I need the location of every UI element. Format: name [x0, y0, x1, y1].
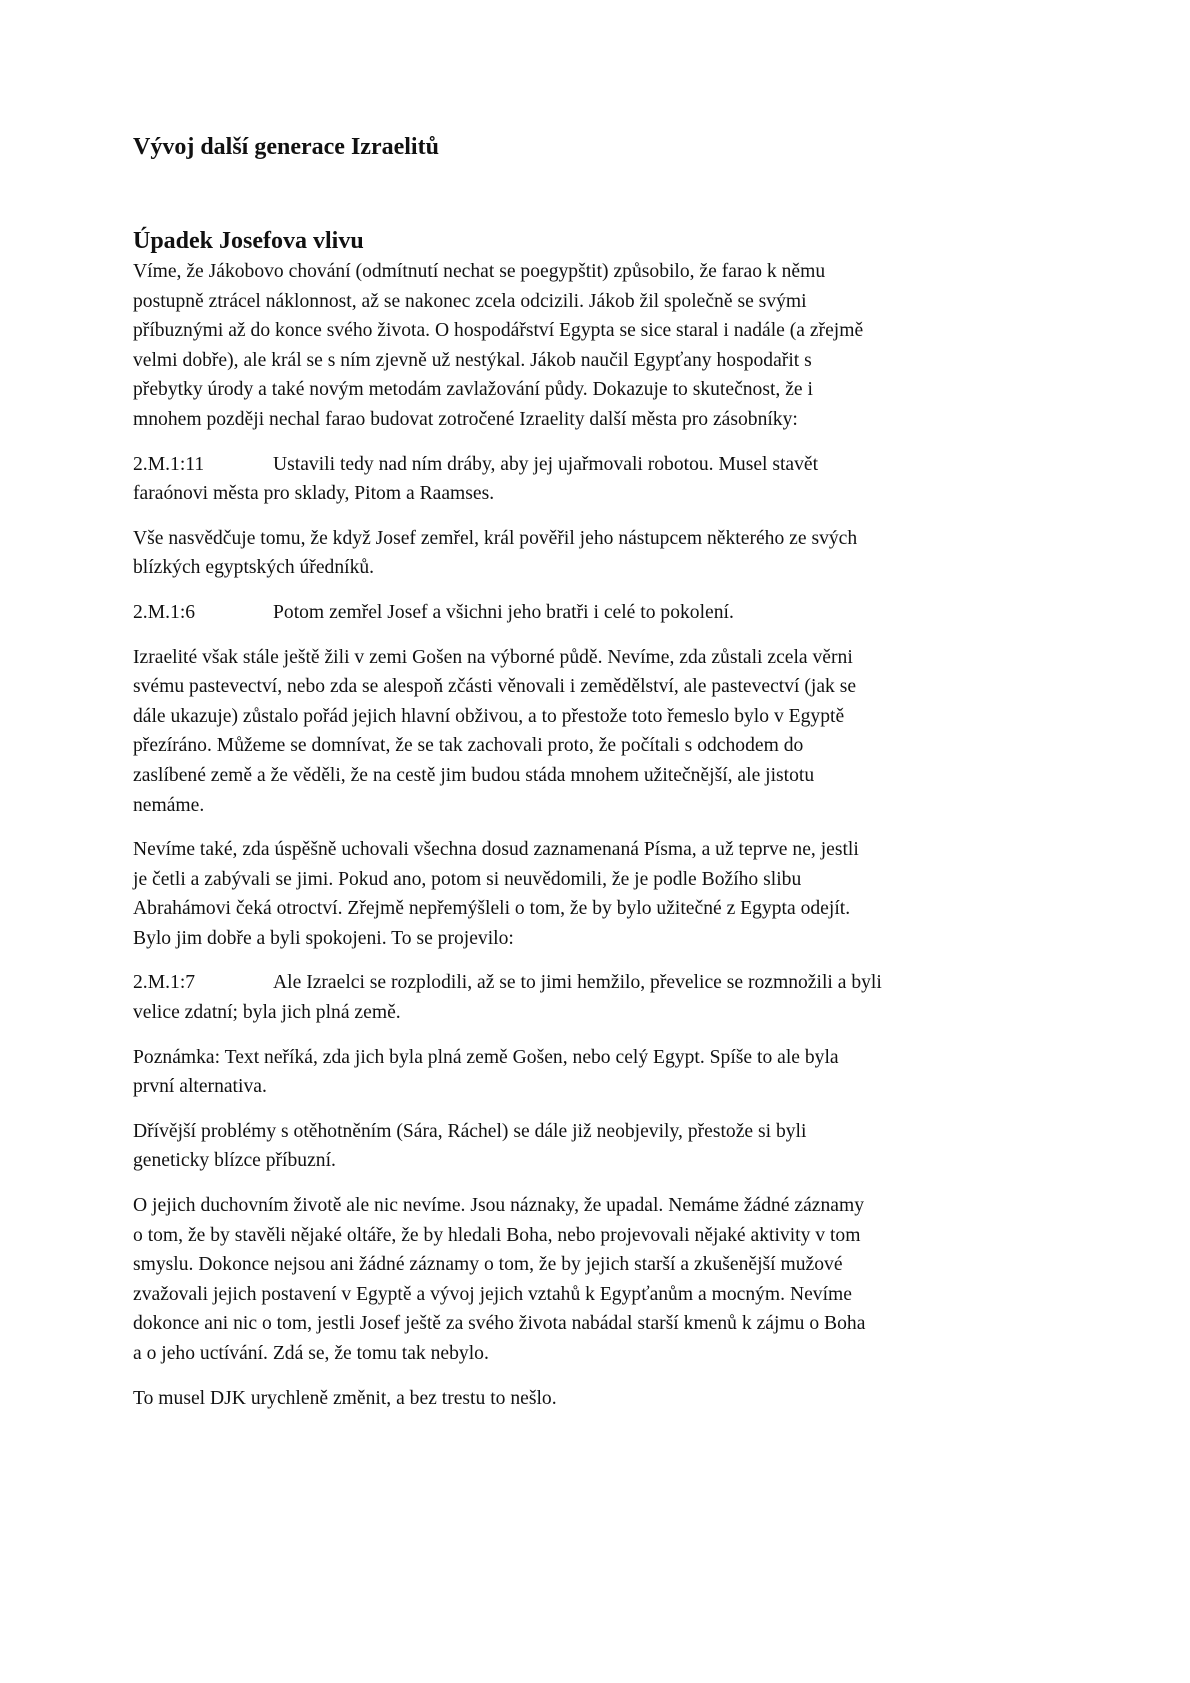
verse-text: Ustavili tedy nad ním dráby, aby jej ujařmovali robotou. Musel stavět	[273, 453, 819, 475]
text-line	[133, 450, 993, 480]
document-body	[133, 257, 993, 1428]
text-line: O jejich duchovním životě ale nic nevíme. Jsou náznaky, že upadal. Nemáme žádné záznamy	[133, 1195, 865, 1217]
note-paragraph	[133, 1043, 993, 1102]
text-line: svému pastevectví, nebo zda se alespoň zčásti věnovali i zemědělství, ale pastevectví (jak se	[133, 676, 857, 698]
text-line: smyslu. Dokonce nejsou ani žádné záznamy o tom, že by jejich starší a zkušenější mužové	[133, 1254, 843, 1276]
text-line: Poznámka: Text neříká, zda jich byla plná země Gošen, nebo celý Egypt. Spíše to ale byla	[133, 1046, 839, 1068]
text-line: To musel DJK urychleně změnit, a bez trestu to nešlo.	[133, 1387, 557, 1409]
text-line: Nevíme také, zda úspěšně uchovali všechna dosud zaznamenaná Písma, a už teprve ne, jestli	[133, 839, 859, 861]
bible-verse-quote	[133, 450, 993, 509]
verse-reference: 2.M.1:7	[133, 972, 196, 994]
text-line: blízkých egyptských úředníků.	[133, 557, 375, 579]
paragraph	[133, 1117, 993, 1176]
paragraph	[133, 643, 993, 821]
text-line: Vše nasvědčuje tomu, že když Josef zemřel, král pověřil jeho nástupcem některého ze svých	[133, 527, 858, 549]
paragraph	[133, 524, 993, 583]
text-line: zvažovali jejich postavení v Egyptě a vývoj jejich vztahů k Egypťanům a mocným. Nevíme	[133, 1283, 852, 1305]
verse-reference: 2.M.1:11	[133, 453, 205, 475]
text-line: dále ukazuje) zůstalo pořád jejich hlavní obživou, a to přestože toto řemeslo bylo v Egyptě	[133, 705, 845, 727]
text-line: postupně ztrácel náklonnost, až se nakonec zcela odcizili. Jákob žil společně se svými	[133, 290, 807, 312]
text-line: Abrahámovi čeká otroctví. Zřejmě nepřemýšleli o tom, že by bylo užitečné z Egypta odejít.	[133, 898, 851, 920]
verse-text: Ale Izraelci se rozplodili, až se to jimi hemžilo, převelice se rozmnožili a byli	[273, 972, 882, 994]
text-line: příbuznými až do konce svého života. O hospodářství Egypta se sice staral i nadále (a zřejmě	[133, 320, 864, 342]
paragraph	[133, 1191, 993, 1369]
text-line: velice zdatní; byla jich plná země.	[133, 1002, 401, 1024]
text-line: nemáme.	[133, 794, 205, 816]
text-line: přezíráno. Můžeme se domnívat, že se tak zachovali proto, že počítali s odchodem do	[133, 735, 804, 757]
text-line: Víme, že Jákobovo chování (odmítnutí nechat se poegypštit) způsobilo, že farao k němu	[133, 261, 826, 282]
text-line: geneticky blízce příbuzní.	[133, 1150, 336, 1172]
text-line: první alternativa.	[133, 1076, 267, 1098]
paragraph	[133, 257, 993, 435]
text-line: zaslíbené země a že věděli, že na cestě jim budou stáda mnohem užitečnější, ale jistotu	[133, 764, 815, 786]
text-line: mnohem později nechal farao budovat zotročené Izraelity další města pro zásobníky:	[133, 408, 798, 430]
paragraph	[133, 1384, 993, 1414]
text-line: Bylo jim dobře a byli spokojeni. To se projevilo:	[133, 927, 514, 949]
bible-verse-quote	[133, 598, 993, 628]
text-line	[133, 598, 993, 628]
text-line: je četli a zabývali se jimi. Pokud ano, potom si neuvědomili, že je podle Božího slibu	[133, 868, 802, 890]
text-line: faraónovi města pro sklady, Pitom a Raamses.	[133, 483, 495, 505]
paragraph	[133, 835, 993, 953]
text-line: velmi dobře), ale král se s ním zjevně už nestýkal. Jákob naučil Egypťany hospodařit s	[133, 349, 812, 371]
text-line	[133, 968, 993, 998]
text-line: přebytky úrody a také novým metodám zavlažování půdy. Dokazuje to skutečnost, že i	[133, 379, 813, 401]
bible-verse-quote	[133, 968, 993, 1027]
document-title: Vývoj další generace Izraelitů	[133, 134, 439, 160]
section-heading: Úpadek Josefova vlivu	[133, 228, 364, 254]
text-line: Izraelité však stále ještě žili v zemi Gošen na výborné půdě. Nevíme, zda zůstali zcela věrni	[133, 646, 853, 668]
text-line: a o jeho uctívání. Zdá se, že tomu tak nebylo.	[133, 1343, 489, 1364]
text-line: Dřívější problémy s otěhotněním (Sára, Ráchel) se dále již neobjevily, přestože si byli	[133, 1120, 807, 1142]
verse-text: Potom zemřel Josef a všichni jeho bratři i celé to pokolení.	[273, 601, 734, 623]
verse-reference: 2.M.1:6	[133, 601, 196, 623]
text-line: dokonce ani nic o tom, jestli Josef ještě za svého života nabádal starší kmenů k zájmu o Boha	[133, 1313, 866, 1335]
text-line: o tom, že by stavěli nějaké oltáře, že by hledali Boha, nebo projevovali nějaké aktivity v tom	[133, 1224, 861, 1246]
